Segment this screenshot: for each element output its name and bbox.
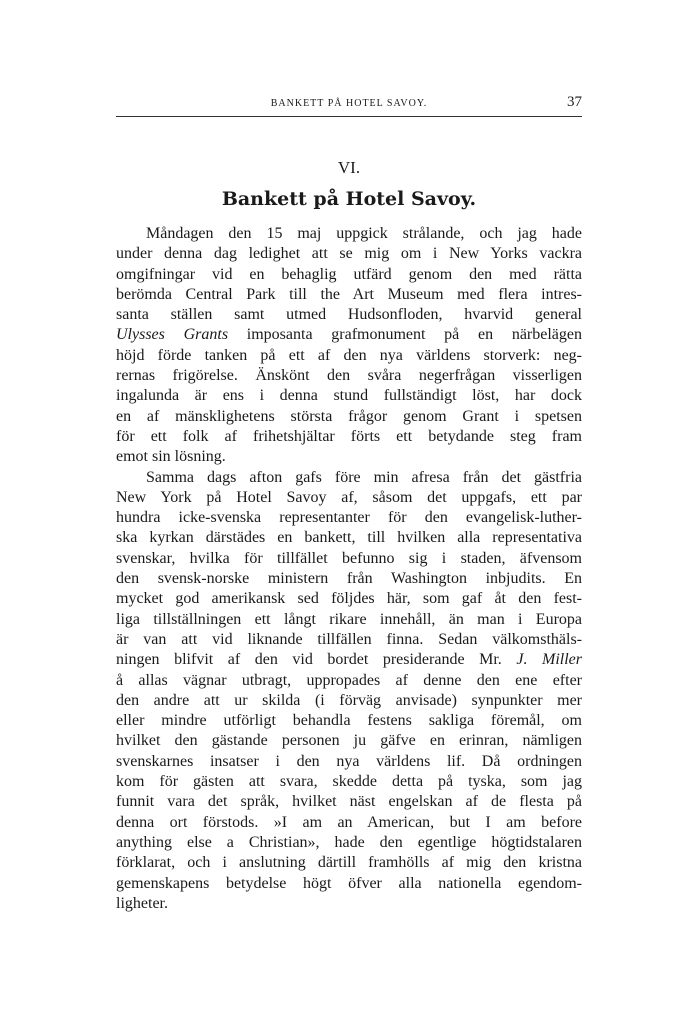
text-line	[116, 671, 582, 691]
text-line	[116, 610, 582, 630]
text-line	[116, 488, 582, 508]
header-rule	[116, 116, 582, 117]
text-line	[116, 224, 582, 244]
running-title: BANKETT PÅ HOTEL SAVOY.	[270, 98, 428, 109]
text-segment: emot sin lösning.	[116, 448, 226, 466]
text-segment: eller mindre utförligt behandla festens sakliga föremål, om	[116, 712, 582, 730]
text-line	[116, 508, 582, 528]
text-line	[116, 427, 582, 447]
text-line	[116, 569, 582, 589]
text-line	[116, 244, 582, 264]
text-segment: rernas frigörelse. Änskönt den svåra negerfrågan visserligen	[116, 367, 582, 385]
text-line	[116, 752, 582, 772]
text-line	[116, 792, 582, 812]
text-segment: under denna dag ledighet att se mig om i New Yorks vackra	[116, 245, 582, 263]
text-segment: ska kyrkan därstädes en bankett, till hvilken alla representativa	[116, 529, 582, 547]
text-line	[116, 549, 582, 569]
text-segment: Samma dags afton gafs före min afresa från det gästfria	[146, 468, 582, 486]
text-line	[116, 711, 582, 731]
text-segment: omgifningar vid en behaglig utfärd genom den med rätta	[116, 265, 582, 283]
text-line	[116, 691, 582, 711]
running-head	[116, 92, 582, 116]
text-segment: är van att vid liknande tillfällen finna. Sedan välkomsthäls-	[116, 630, 582, 648]
text-segment: förklarat, och i anslutning därtill framhölls af mig den kristna	[116, 854, 582, 872]
text-segment: höjd förde tanken på ett af den nya världens storverk: neg-	[116, 346, 582, 364]
text-line	[116, 386, 582, 406]
text-line	[116, 853, 582, 873]
text-line	[116, 265, 582, 285]
text-line	[116, 407, 582, 427]
text-segment: ingalunda är ens i denna stund fullständigt löst, har dock	[116, 387, 582, 405]
body-text	[116, 224, 582, 914]
text-line	[116, 468, 582, 488]
text-line	[116, 285, 582, 305]
text-line	[116, 874, 582, 894]
text-segment: mycket god amerikansk sed följdes här, som gaf åt den fest-	[116, 590, 582, 608]
text-segment: berömda Central Park till the Art Museum med flera intres-	[116, 285, 582, 303]
text-line	[116, 589, 582, 609]
text-line	[116, 833, 582, 853]
text-segment: en af mänsklighetens största frågor genom Grant i spetsen	[116, 407, 582, 425]
page-number: 37	[567, 94, 582, 110]
chapter-title: Bankett på Hotel Savoy.	[221, 188, 477, 210]
text-segment: svenskarnes insatser i den nya världens lif. Då ordningen	[116, 752, 582, 770]
text-segment: anything else a Christian», hade den egentlige högtidstalaren	[116, 833, 582, 851]
text-segment: liga tillställningen ett långt rikare innehåll, än man i Europa	[116, 610, 582, 628]
text-segment: ningen blifvit af den vid bordet presiderande Mr.	[116, 651, 517, 669]
text-line	[116, 325, 582, 345]
text-line	[116, 630, 582, 650]
text-segment: New York på Hotel Savoy af, såsom det uppgafs, ett par	[116, 488, 582, 506]
text-line	[116, 346, 582, 366]
text-segment: för ett folk af frihetshjältar förts ett betydande steg fram	[116, 427, 582, 445]
text-line	[116, 650, 582, 670]
text-segment: den andre att ur skilda (i förväg anvisade) synpunkter mer	[116, 691, 582, 709]
text-line	[116, 447, 582, 467]
text-line	[116, 813, 582, 833]
text-line	[116, 731, 582, 751]
text-segment: Måndagen den 15 maj uppgick strålande, och jag hade	[146, 225, 582, 242]
text-segment: ligheter.	[116, 894, 168, 912]
chapter-number: VI.	[337, 158, 361, 177]
text-segment: santa ställen samt utmed Hudsonfloden, hvarvid general	[116, 306, 582, 324]
text-line	[116, 305, 582, 325]
text-segment: funnit vara det språk, hvilket näst engelskan af de flesta på	[116, 793, 582, 811]
text-segment: å allas vägnar utbragt, uppropades af denne den ene efter	[116, 671, 582, 689]
text-segment: svenskar, hvilka för tillfället befunno sig i staden, äfvensom	[116, 549, 582, 567]
text-segment: hundra icke-svenska representanter för den evangelisk-luther-	[116, 509, 582, 527]
text-segment: den svensk-norske ministern från Washington inbjudits. En	[116, 570, 582, 588]
text-segment: gemenskapens betydelse högt öfver alla nationella egendom-	[116, 874, 582, 892]
text-line	[116, 894, 582, 914]
text-line	[116, 366, 582, 386]
text-segment: imposanta grafmonument på en närbelägen	[228, 326, 582, 344]
italic-name: Ulysses Grants	[116, 326, 229, 344]
text-segment: kom för gästen att svara, skedde detta på tyska, som jag	[116, 773, 582, 791]
text-segment: denna ort förstods. »I am an American, but I am before	[116, 813, 582, 831]
text-line	[116, 528, 582, 548]
italic-name: J. Miller	[516, 651, 583, 669]
text-line	[116, 772, 582, 792]
text-segment: hvilket den gästande personen ju gäfve en erinran, nämligen	[116, 732, 582, 750]
